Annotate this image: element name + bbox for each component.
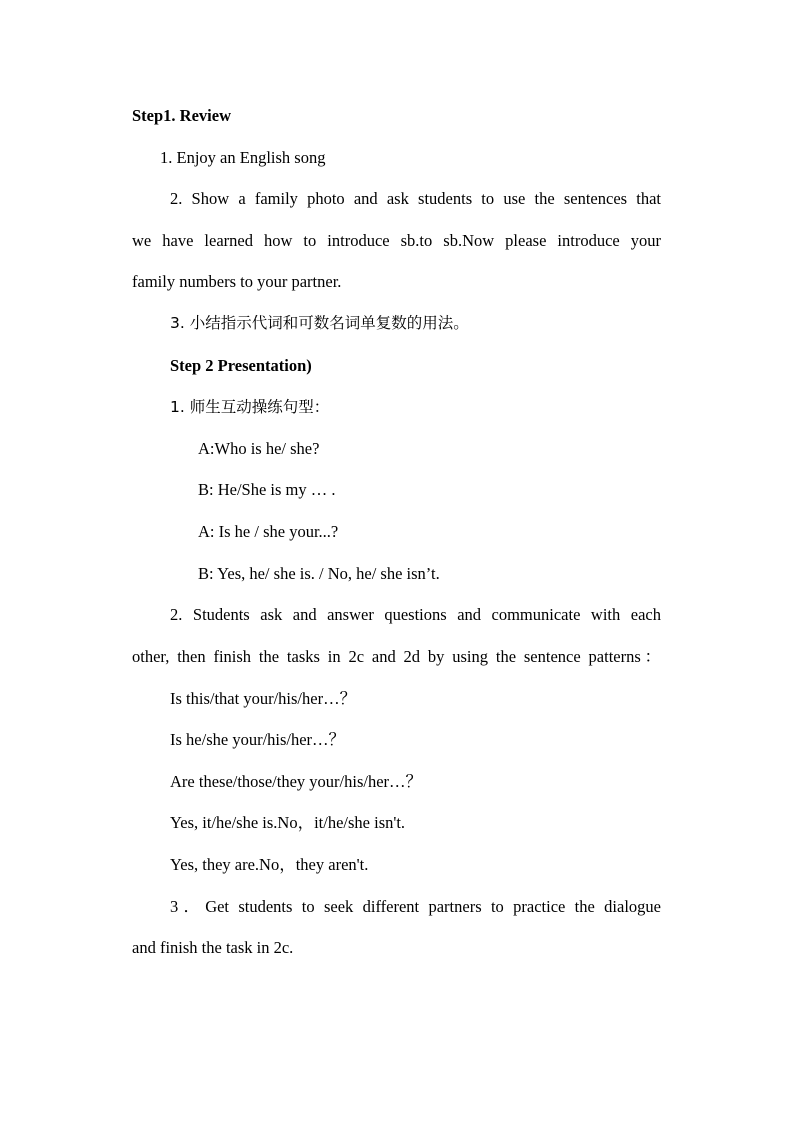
step1-item-2-line-1: 2. Show a family photo and ask students to use the sentences that bbox=[170, 189, 661, 208]
step2-heading: Step 2 Presentation) bbox=[170, 356, 312, 375]
dialogue-line: A:Who is he/ she? bbox=[198, 439, 320, 458]
step2-item-2-line-1: 2. Students ask and answer questions and communicate with each bbox=[170, 605, 661, 624]
dialogue-line: A: Is he / she your...? bbox=[198, 522, 339, 541]
step2-item-3-line-2: and finish the task in 2c. bbox=[132, 938, 294, 957]
sentence-pattern: Is he/she your/his/her…？ bbox=[170, 730, 346, 749]
dialogue-line: B: He/She is my … . bbox=[198, 480, 336, 499]
step1-item-2-line-3: family numbers to your partner. bbox=[132, 272, 342, 291]
sentence-pattern: Is this/that your/his/her…？ bbox=[170, 689, 357, 708]
step1-item-1: 1. Enjoy an English song bbox=[160, 148, 326, 167]
step1-item-3: 3. 小结指示代词和可数名词单复数的用法。 bbox=[170, 314, 469, 332]
sentence-pattern: Yes, they are.No，they aren't. bbox=[170, 855, 369, 874]
step1-item-2-line-2: we have learned how to introduce sb.to sb.Now please introduce your bbox=[132, 231, 661, 250]
step2-item-3-line-1: 3．Get students to seek different partners to practice the dialogue bbox=[170, 897, 661, 916]
sentence-pattern: Yes, it/he/she is.No，it/he/she isn't. bbox=[170, 813, 406, 832]
step2-item-2-line-2: other, then finish the tasks in 2c and 2d by using the sentence patterns： bbox=[132, 647, 661, 666]
step1-heading: Step1. Review bbox=[132, 106, 231, 125]
step2-item-1: 1. 师生互动操练句型： bbox=[170, 398, 330, 416]
sentence-pattern: Are these/those/they your/his/her…？ bbox=[170, 772, 423, 791]
dialogue-line: B: Yes, he/ she is. / No, he/ she isn’t. bbox=[198, 564, 440, 583]
